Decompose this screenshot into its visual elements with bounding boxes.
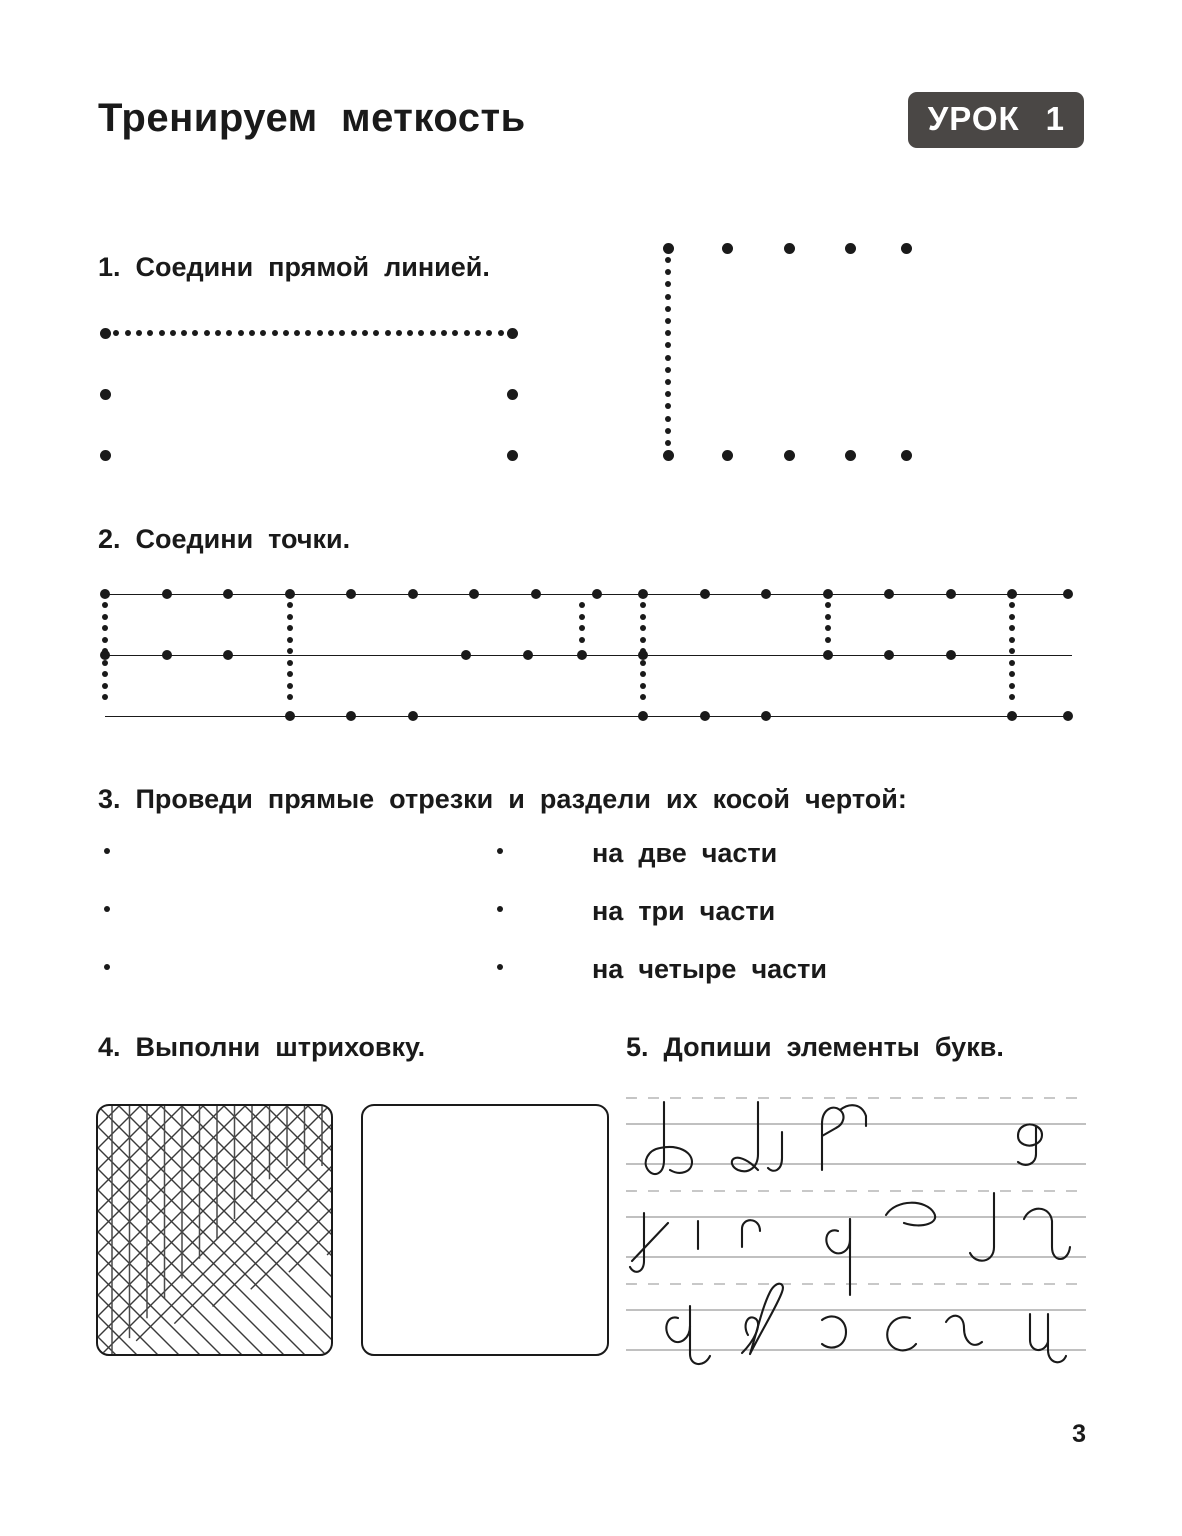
task2-dotted-connector <box>640 671 646 677</box>
task2-dot <box>823 650 833 660</box>
task2-dot <box>162 650 172 660</box>
task1-dotted-guide-vertical <box>665 281 671 287</box>
task2-dotted-connector <box>579 637 585 643</box>
task2-dotted-connector <box>102 602 108 608</box>
task2-dotted-connector <box>825 614 831 620</box>
task1-dotted-guide <box>373 330 379 336</box>
task2-dot <box>469 589 479 599</box>
task2-dot <box>285 589 295 599</box>
task3-right-dot <box>497 964 503 970</box>
task1-endpoint-dot <box>507 328 518 339</box>
task2-dot <box>408 589 418 599</box>
task2-dotted-connector <box>579 614 585 620</box>
task2-dot <box>946 589 956 599</box>
task2-dotted-connector <box>579 625 585 631</box>
task-2-heading: 2. Соедини точки. <box>98 524 351 554</box>
task1-dotted-guide-vertical <box>665 257 671 263</box>
task1-dotted-guide <box>396 330 402 336</box>
task2-dotted-connector <box>102 660 108 666</box>
task2-dotted-connector <box>287 602 293 608</box>
task3-left-dot <box>104 848 110 854</box>
task2-dot <box>884 589 894 599</box>
task1-dotted-guide <box>226 330 232 336</box>
task1-dotted-guide-vertical <box>665 440 671 446</box>
task2-dot <box>285 711 295 721</box>
task1-dotted-guide <box>181 330 187 336</box>
task1-dotted-guide <box>159 330 165 336</box>
task2-dot <box>461 650 471 660</box>
lesson-badge <box>908 92 1084 148</box>
task2-dotted-connector <box>640 637 646 643</box>
task1-dotted-guide <box>328 330 334 336</box>
task-3-heading: 3. Проведи прямые отрезки и раздели их косой чертой: <box>98 784 907 814</box>
task2-dotted-connector <box>825 602 831 608</box>
task1-target-dot <box>100 450 111 461</box>
task1-dotted-guide <box>452 330 458 336</box>
task1-endpoint-dot <box>100 328 111 339</box>
task1-dotted-guide <box>283 330 289 336</box>
task1-dotted-guide <box>136 330 142 336</box>
task1-dotted-guide <box>430 330 436 336</box>
task2-row-line-0 <box>105 594 1072 595</box>
task1-dotted-guide <box>351 330 357 336</box>
task3-right-dot <box>497 906 503 912</box>
hatching-pattern <box>98 1106 333 1356</box>
task2-dot <box>638 711 648 721</box>
task1-dotted-guide-vertical <box>665 330 671 336</box>
task1-dotted-guide <box>362 330 368 336</box>
task2-dotted-connector <box>1009 625 1015 631</box>
task2-dot <box>761 711 771 721</box>
task2-dotted-connector <box>640 683 646 689</box>
task1-dotted-guide <box>339 330 345 336</box>
task2-dotted-connector <box>1009 637 1015 643</box>
task1-dotted-guide-vertical <box>665 379 671 385</box>
task2-dot <box>1063 589 1073 599</box>
task1-dotted-guide <box>170 330 176 336</box>
task-3-option-1: на три части <box>592 896 776 926</box>
task2-dotted-connector <box>1009 602 1015 608</box>
task2-dotted-connector <box>579 602 585 608</box>
task1-dotted-guide <box>272 330 278 336</box>
task2-dotted-connector <box>287 614 293 620</box>
task2-dot <box>523 650 533 660</box>
task1-dotted-guide-vertical <box>665 342 671 348</box>
task2-dotted-connector <box>640 625 646 631</box>
task2-dotted-connector <box>287 660 293 666</box>
task-5-heading: 5. Допиши элементы букв. <box>626 1032 1004 1062</box>
task2-dotted-connector <box>640 614 646 620</box>
task1-grid-dot <box>845 243 856 254</box>
handwriting-rules-and-glyphs <box>626 1092 1086 1372</box>
task2-dotted-connector <box>102 648 108 654</box>
task3-left-dot <box>104 906 110 912</box>
task1-dotted-guide <box>238 330 244 336</box>
task2-dotted-connector <box>287 671 293 677</box>
task1-dotted-guide <box>464 330 470 336</box>
task2-dotted-connector <box>287 648 293 654</box>
task2-dotted-connector <box>640 660 646 666</box>
task3-left-dot <box>104 964 110 970</box>
task2-dotted-connector <box>825 637 831 643</box>
task2-dot <box>1063 711 1073 721</box>
task1-dotted-guide-vertical <box>665 391 671 397</box>
task2-dotted-connector <box>287 637 293 643</box>
task2-dot <box>884 650 894 660</box>
task1-dotted-guide-vertical <box>665 294 671 300</box>
task1-grid-dot <box>784 450 795 461</box>
task1-dotted-guide <box>498 330 504 336</box>
task1-dotted-guide-vertical <box>665 355 671 361</box>
task1-dotted-guide-vertical <box>665 416 671 422</box>
task2-dot <box>946 650 956 660</box>
task2-dotted-connector <box>640 602 646 608</box>
lesson-badge-word: УРОК <box>927 100 1020 137</box>
task2-dotted-connector <box>640 648 646 654</box>
hatching-box-filled[interactable] <box>96 1104 333 1356</box>
task2-dotted-connector <box>1009 683 1015 689</box>
task2-dot <box>346 711 356 721</box>
task2-dot <box>592 589 602 599</box>
task1-dotted-guide <box>385 330 391 336</box>
task2-row-line-1 <box>105 655 1072 656</box>
task2-dot <box>162 589 172 599</box>
task2-dot <box>1007 711 1017 721</box>
task2-dot <box>223 589 233 599</box>
task2-dot <box>761 589 771 599</box>
task1-dotted-guide <box>249 330 255 336</box>
task1-dotted-guide <box>475 330 481 336</box>
task1-dotted-guide-vertical <box>665 367 671 373</box>
task2-dotted-connector <box>1009 648 1015 654</box>
task2-dot <box>700 711 710 721</box>
task1-dotted-guide <box>305 330 311 336</box>
task1-target-dot <box>100 389 111 400</box>
task-3-option-2: на четыре части <box>592 954 827 984</box>
task2-dotted-connector <box>1009 660 1015 666</box>
task1-dotted-guide <box>486 330 492 336</box>
task1-dotted-guide <box>113 330 119 336</box>
task1-dotted-guide-vertical <box>665 403 671 409</box>
task2-dotted-connector <box>287 625 293 631</box>
task1-dotted-guide <box>204 330 210 336</box>
task2-dot <box>100 589 110 599</box>
task1-dotted-guide-vertical <box>665 428 671 434</box>
hatching-box-empty[interactable] <box>361 1104 609 1356</box>
task1-dotted-guide <box>441 330 447 336</box>
task1-dotted-guide <box>317 330 323 336</box>
task1-dotted-guide-vertical <box>665 318 671 324</box>
task1-dotted-guide <box>418 330 424 336</box>
task2-dot <box>346 589 356 599</box>
task2-dotted-connector <box>825 625 831 631</box>
task3-right-dot <box>497 848 503 854</box>
task2-dot <box>823 589 833 599</box>
handwriting-practice-area[interactable] <box>626 1092 1086 1372</box>
task1-dotted-guide <box>192 330 198 336</box>
task1-grid-dot <box>663 243 674 254</box>
task-1-heading: 1. Соедини прямой линией. <box>98 252 490 282</box>
task2-dotted-connector <box>102 683 108 689</box>
task2-dot <box>223 650 233 660</box>
task1-grid-dot <box>722 243 733 254</box>
task2-dotted-connector <box>102 625 108 631</box>
page-title: Тренируем меткость <box>98 96 526 140</box>
task2-dotted-connector <box>102 637 108 643</box>
task2-dotted-connector <box>640 694 646 700</box>
task1-grid-dot <box>784 243 795 254</box>
task1-dotted-guide-vertical <box>665 269 671 275</box>
task2-dot <box>1007 589 1017 599</box>
task2-dotted-connector <box>1009 614 1015 620</box>
task2-dotted-connector <box>287 694 293 700</box>
task2-dotted-connector <box>1009 694 1015 700</box>
page-header <box>98 96 1084 158</box>
task1-grid-dot <box>663 450 674 461</box>
task1-dotted-guide <box>407 330 413 336</box>
task-3-option-0: на две части <box>592 838 778 868</box>
task2-dotted-connector <box>102 694 108 700</box>
task1-target-dot <box>507 450 518 461</box>
task1-grid-dot <box>901 450 912 461</box>
task1-target-dot <box>507 389 518 400</box>
task1-dotted-guide-vertical <box>665 306 671 312</box>
task2-dotted-connector <box>102 614 108 620</box>
task2-row-line-2 <box>105 716 1072 717</box>
task2-dotted-connector <box>102 671 108 677</box>
page-number: 3 <box>1072 1420 1086 1448</box>
task1-grid-dot <box>722 450 733 461</box>
task1-dotted-guide <box>215 330 221 336</box>
task1-dotted-guide <box>294 330 300 336</box>
task2-dotted-connector <box>1009 671 1015 677</box>
task2-dot <box>408 711 418 721</box>
task1-grid-dot <box>901 243 912 254</box>
task2-dot <box>700 589 710 599</box>
task-4-heading: 4. Выполни штриховку. <box>98 1032 426 1062</box>
task1-dotted-guide <box>260 330 266 336</box>
lesson-badge-number: 1 <box>1045 100 1064 137</box>
task2-dot <box>531 589 541 599</box>
task1-dotted-guide <box>147 330 153 336</box>
task1-grid-dot <box>845 450 856 461</box>
task2-dot <box>638 589 648 599</box>
task2-dotted-connector <box>287 683 293 689</box>
task2-dot <box>577 650 587 660</box>
task1-dotted-guide <box>125 330 131 336</box>
